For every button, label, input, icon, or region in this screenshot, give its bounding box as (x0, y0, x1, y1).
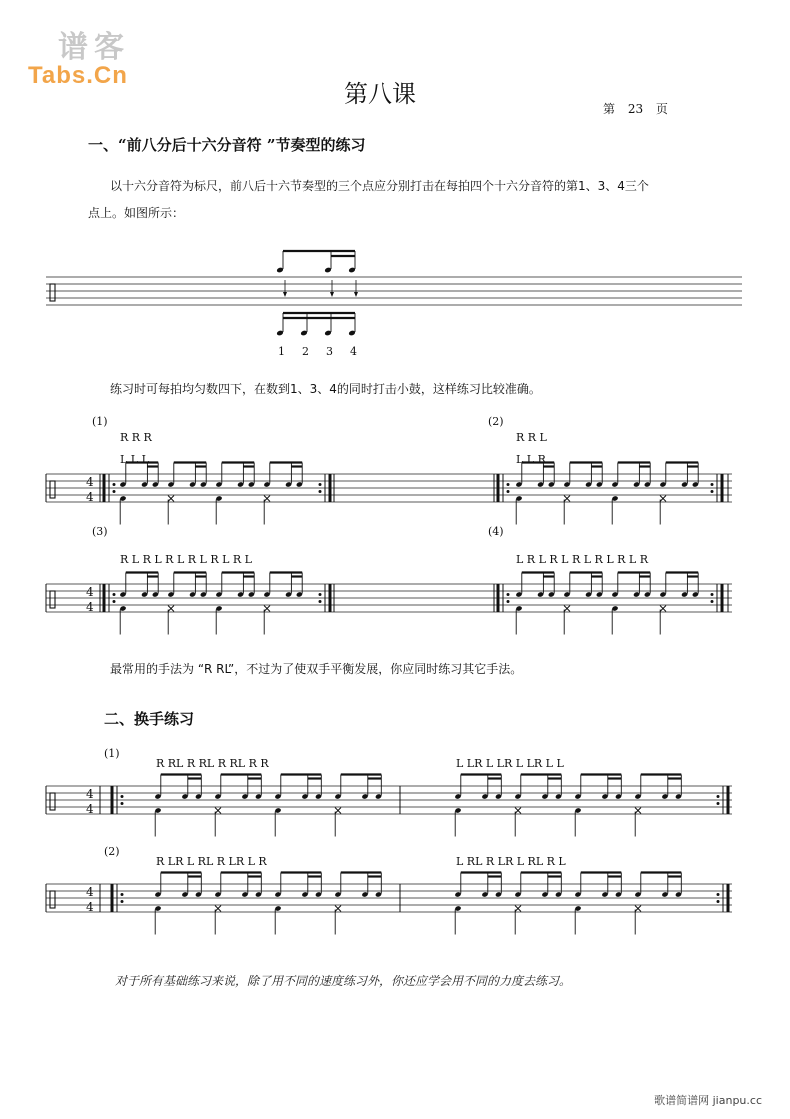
percussion-clef (50, 891, 55, 908)
exercise-label: (1) (104, 747, 120, 760)
repeat-dot (507, 593, 510, 596)
time-signature-bottom: 4 (86, 802, 94, 816)
count-label: 1 (278, 345, 285, 358)
repeat-dot (121, 802, 124, 805)
alignment-arrow-head (283, 292, 287, 297)
repeat-dot (711, 593, 714, 596)
time-signature-top: 4 (86, 585, 94, 599)
sticking-pattern: R LR L RL R LR L R (156, 855, 267, 868)
repeat-dot (319, 593, 322, 596)
page-title: 第八课 (344, 80, 416, 108)
repeat-dot (507, 490, 510, 493)
sticking-pattern: R RL R RL R RL R R (156, 757, 269, 770)
section1-practice-tip: 练习时可每拍均匀数四下，在数到1、3、4的同时打击小鼓，这样练习比较准确。 (110, 382, 541, 396)
exercise-label: (4) (488, 525, 504, 538)
repeat-dot (113, 593, 116, 596)
section2-exercise-staves (46, 747, 732, 935)
sticking-right: R R R (120, 431, 152, 444)
time-signature-bottom: 4 (86, 490, 94, 504)
repeat-dot (113, 490, 116, 493)
section1-exercise-staves (46, 415, 732, 635)
repeat-dot (121, 900, 124, 903)
time-signature-top: 4 (86, 787, 94, 801)
time-signature-top: 4 (86, 475, 94, 489)
time-signature-top: 4 (86, 885, 94, 899)
section1-heading: 一、“前八分后十六分音符 ”节奏型的练习 (88, 136, 366, 154)
percussion-clef (50, 481, 55, 498)
section2-heading: 二、换手练习 (104, 710, 195, 728)
repeat-dot (717, 802, 720, 805)
repeat-dot (717, 893, 720, 896)
section1-sticking-tip: 最常用的手法为 “R RL”，不过为了使双手平衡发展，你应同时练习其它手法。 (110, 662, 523, 676)
section1-paragraph-cont: 点上。如图所示： (88, 206, 185, 220)
repeat-dot (711, 600, 714, 603)
sticking-left: L L L (120, 453, 149, 466)
exercise-label: (2) (104, 845, 120, 858)
repeat-dot (507, 483, 510, 486)
repeat-dot (711, 483, 714, 486)
time-signature-bottom: 4 (86, 600, 94, 614)
repeat-dot (319, 483, 322, 486)
alignment-arrow-head (354, 292, 358, 297)
alignment-arrow-head (330, 292, 334, 297)
time-signature-bottom: 4 (86, 900, 94, 914)
footer-site-label: 歌谱简谱网 jianpu.cc (654, 1094, 762, 1107)
repeat-dot (319, 490, 322, 493)
repeat-dot (113, 483, 116, 486)
watermark-logo-bottom: Tabs.Cn (28, 62, 128, 89)
repeat-dot (319, 600, 322, 603)
sticking-left: L L R (516, 453, 546, 466)
repeat-dot (121, 795, 124, 798)
sticking-right: R R L (516, 431, 547, 444)
repeat-dot (113, 600, 116, 603)
exercise-label: (3) (92, 525, 108, 538)
repeat-dot (121, 893, 124, 896)
exercise-label: (2) (488, 415, 504, 428)
rhythm-demo-staff (46, 251, 742, 358)
repeat-dot (717, 795, 720, 798)
sticking-pattern: L RL R LR L RL R L (456, 855, 566, 868)
repeat-dot (717, 900, 720, 903)
count-label: 3 (326, 345, 333, 358)
repeat-dot (507, 600, 510, 603)
count-label: 2 (302, 345, 309, 358)
page-number: 第 23 页 (603, 102, 668, 116)
percussion-clef (50, 591, 55, 608)
watermark-logo-top: 谱客 (58, 30, 130, 65)
sticking-pattern: L LR L LR L LR L L (456, 757, 564, 770)
exercise-label: (1) (92, 415, 108, 428)
count-label: 4 (350, 345, 357, 358)
repeat-dot (711, 490, 714, 493)
section1-paragraph: 以十六分音符为标尺，前八后十六节奏型的三个点应分别打击在每拍四个十六分音符的第1、3、4三个 (110, 179, 649, 193)
section2-note: 对于所有基础练习来说，除了用不同的速度练习外，你还应学会用不同的力度去练习。 (115, 974, 572, 988)
sticking-pattern: L R L R L R L R L R L R (516, 553, 648, 566)
percussion-clef (50, 793, 55, 810)
sticking-pattern: R L R L R L R L R L R L (120, 553, 252, 566)
percussion-clef (50, 284, 55, 301)
